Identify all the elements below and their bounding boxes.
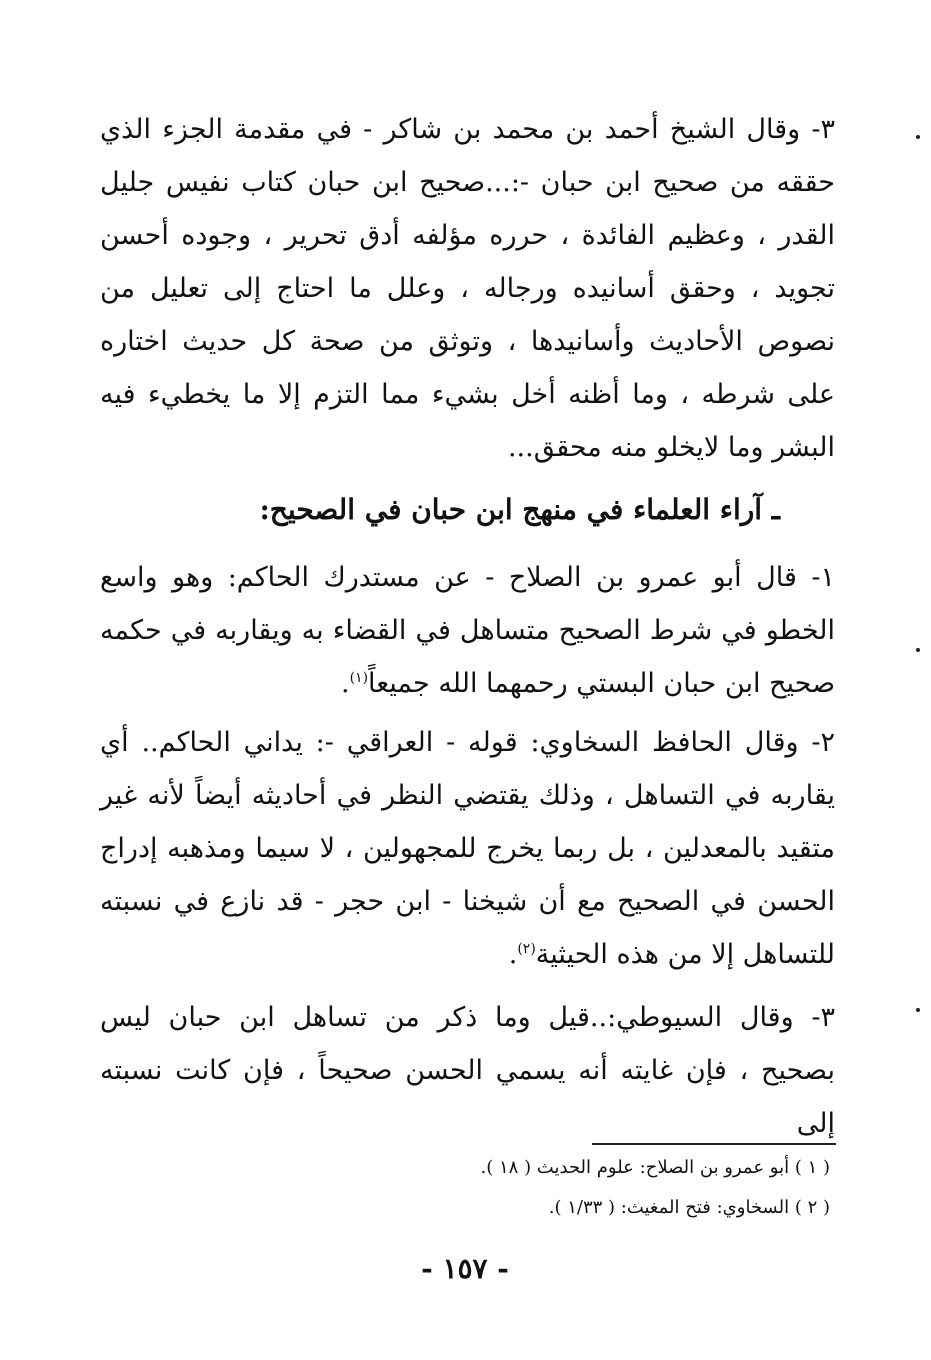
paragraph-text: ٣- وقال السيوطي:..قيل وما ذكر من تساهل ابن حبان ليس بصحيح ، فإن غايته أنه يسمي الحسن صحيحاً ، فإن كانت نسبته إلى	[100, 1002, 835, 1139]
footnote-2: ( ٢ ) السخاوي: فتح المغيث: ( ١/٣٣ ).	[548, 1197, 830, 1218]
paragraph-end: .	[508, 939, 518, 970]
scan-speck	[916, 1008, 920, 1012]
paragraph-ahmad-shakir-quote	[100, 103, 835, 474]
paragraph-ibn-salah-quote	[100, 551, 835, 710]
footnote-divider	[592, 1143, 836, 1145]
footnotes	[300, 1148, 830, 1228]
paragraph-end: .	[340, 668, 350, 699]
paragraph-text: ١- قال أبو عمرو بن الصلاح - عن مستدرك الحاكم: وهو واسع الخطو في شرط الصحيح متساهل في القضاء به ويقاربه في حكمه صحيح ابن حبان البستي رحمهما الله جميعاً	[100, 562, 835, 699]
paragraph-text: ٢- وقال الحافظ السخاوي: قوله - العراقي -: يداني الحاكم.. أي يقاربه في التساهل ، وذلك يقتضي النظر في أحاديثه أيضاً لأنه غير متقيد بالمعدلين ، بل ربما يخرج للمجهولين ، لا سيما ومذهبه إدراج الحسن في الصحيح مع أن شيخنا - ابن حجر - قد نازع في نسبته للتساهل إلا من هذه الحيثية	[100, 727, 835, 970]
paragraph-text: ٣- وقال الشيخ أحمد بن محمد بن شاكر - في مقدمة الجزء الذي حققه من صحيح ابن حبان -:...صحيح ابن حبان كتاب نفيس جليل القدر ، وعظيم الفائدة ، حرره مؤلفه أدق تحرير ، وجوده أحسن تجويد ، وحقق أسانيده ورجاله ، وعلل ما احتاج إلى تعليل من نصوص الأحاديث وأسانيدها ، وتوثق من صحة كل حديث اختاره على شرطه ، وما أظنه أخل بشيء مما التزم إلا ما يخطيء فيه البشر وما لايخلو منه محقق...	[100, 114, 835, 463]
section-heading	[100, 488, 780, 532]
paragraph-sakhawi-quote	[100, 716, 835, 981]
scan-speck	[916, 648, 920, 652]
paragraph-suyuti-quote	[100, 991, 835, 1150]
footnote-reference[interactable]: (٢)	[517, 941, 536, 957]
footnote-1: ( ١ ) أبو عمرو بن الصلاح: علوم الحديث ( ١٨ ).	[480, 1157, 830, 1178]
heading-text: ـ آراء العلماء في منهج ابن حبان في الصحيح:	[259, 493, 780, 526]
footnote-reference[interactable]: (١)	[349, 670, 369, 686]
scan-speck	[916, 135, 920, 139]
page-number: - ١٥٧ -	[421, 1252, 509, 1285]
